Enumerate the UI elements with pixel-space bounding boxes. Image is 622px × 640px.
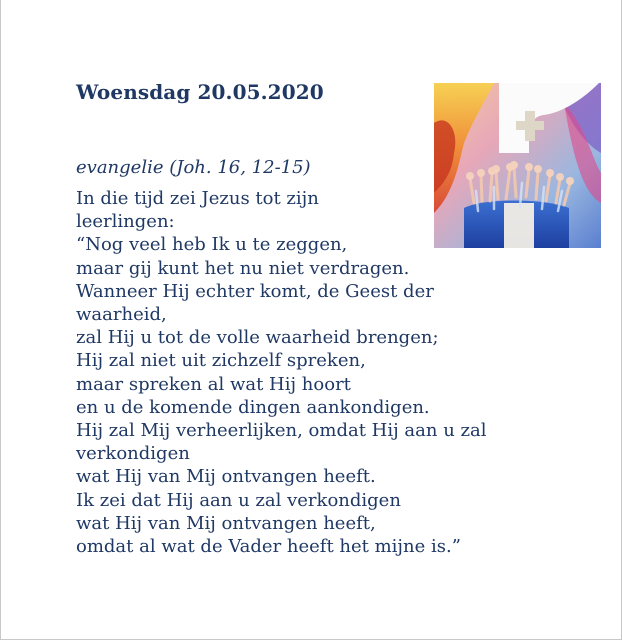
text-line: Hij zal niet uit zichzelf spreken, — [76, 350, 366, 372]
text-line: Hij zal Mij verheerlijken, omdat Hij aan u zal — [76, 420, 487, 442]
text-line: wat Hij van Mij ontvangen heeft. — [76, 466, 376, 488]
gospel-text — [76, 187, 487, 558]
text-line: omdat al wat de Vader heeft het mijne is.” — [76, 536, 461, 558]
text-line: zal Hij u tot de volle waarheid brengen; — [76, 327, 439, 349]
text-line: In die tijd zei Jezus tot zijn — [76, 188, 319, 209]
date-heading: Woensdag 20.05.2020 — [76, 80, 324, 104]
text-line: “Nog veel heb Ik u te zeggen, — [76, 234, 348, 256]
text-line: maar spreken al wat Hij hoort — [76, 373, 351, 395]
gospel-reference: evangelie (Joh. 16, 12-15) — [76, 157, 311, 178]
text-line: en u de komende dingen aankondigen. — [76, 396, 430, 418]
text-line: waarheid, — [76, 304, 167, 326]
text-line: maar gij kunt het nu niet verdragen. — [76, 257, 410, 279]
text-line: leerlingen: — [76, 211, 175, 233]
text-line: verkondigen — [76, 443, 190, 465]
text-line: Wanneer Hij echter komt, de Geest der — [76, 280, 434, 302]
text-line: wat Hij van Mij ontvangen heeft, — [76, 512, 376, 534]
text-line: Ik zei dat Hij aan u zal verkondigen — [76, 489, 401, 511]
